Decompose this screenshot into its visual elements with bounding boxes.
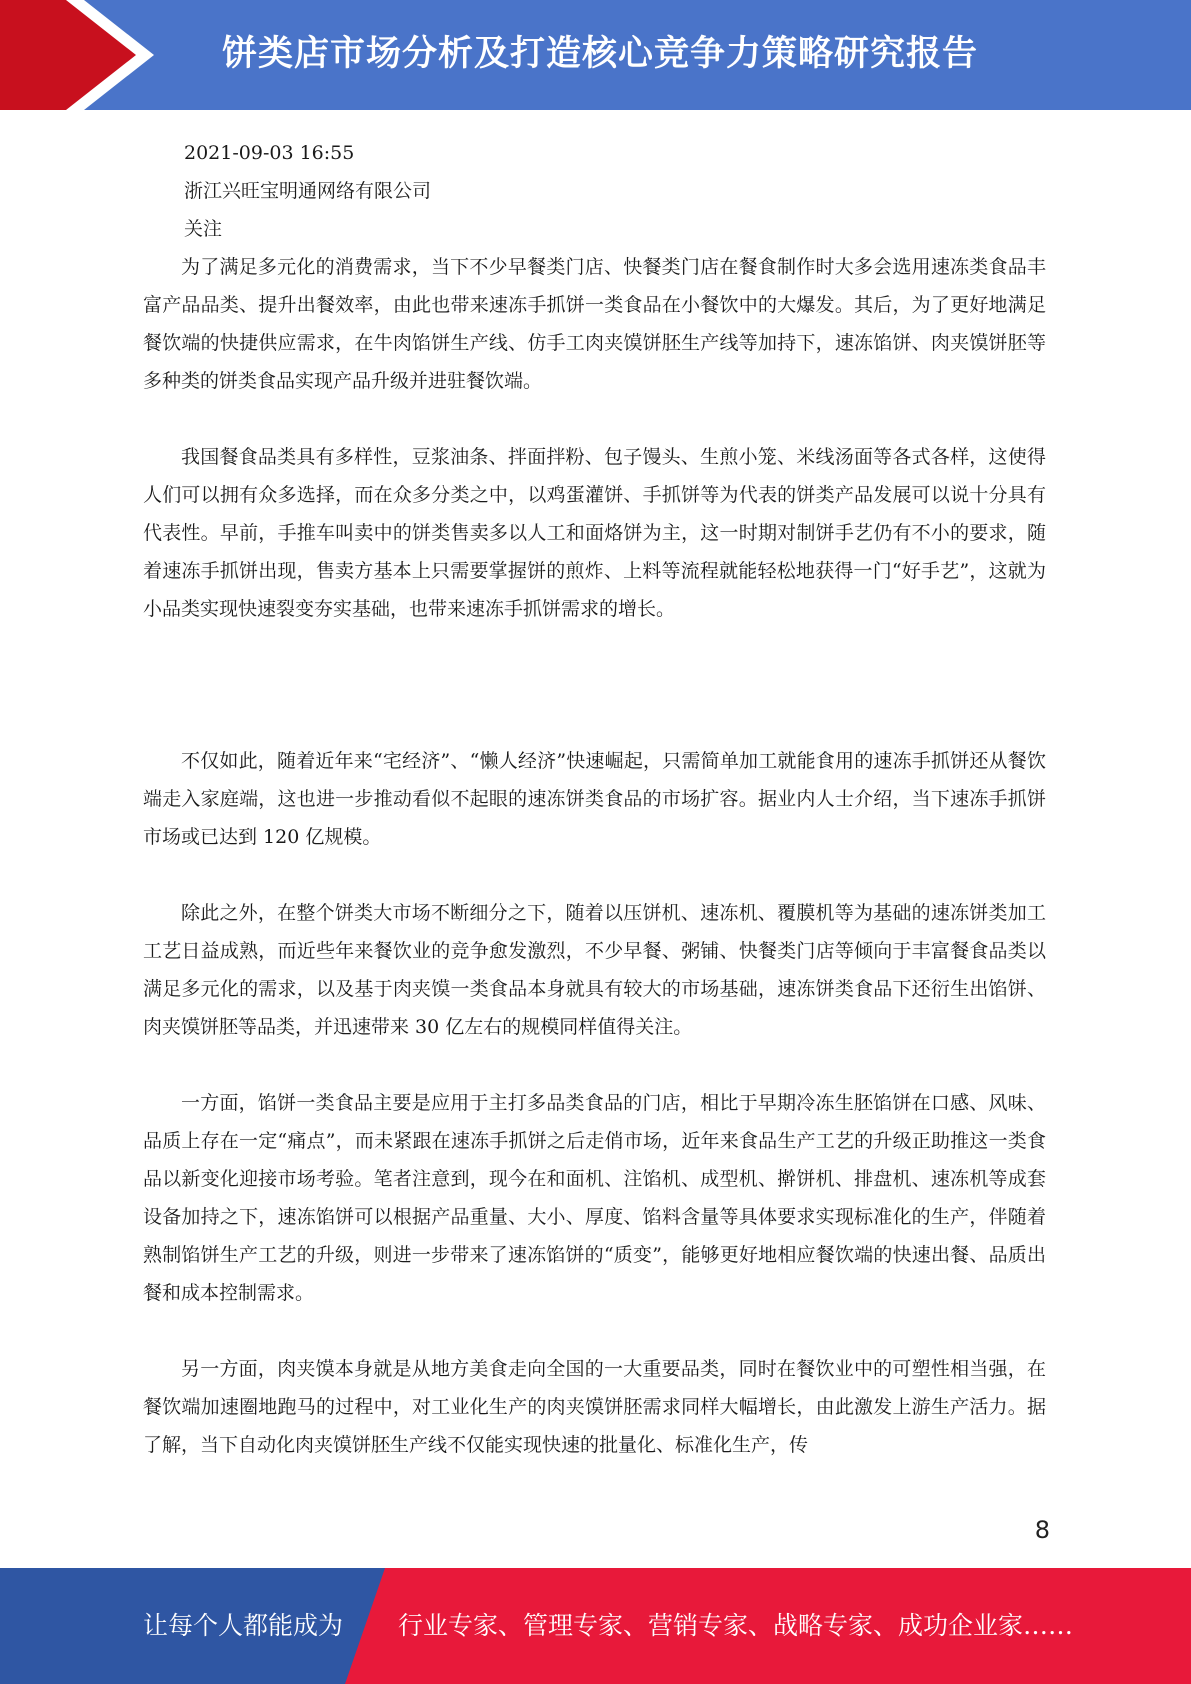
follow-link[interactable]: 关注 [184,218,223,240]
author-name: 浙江兴旺宝明通网络有限公司 [184,180,432,202]
article-body [143,134,1046,1464]
paragraph: 另一方面，肉夹馍本身就是从地方美食走向全国的一大重要品类，同时在餐饮业中的可塑性相当强，在餐饮端加速圈地跑马的过程中，对工业化生产的肉夹馍饼胚需求同样大幅增长，由此激发上游生产活力。据了解，当下自动化肉夹馍饼胚生产线不仅能实现快速的批量化、标准化生产，传 [143,1358,1046,1456]
footer-banner [0,1568,1191,1684]
paragraph-spacer [143,856,1046,894]
paragraph-spacer [143,1312,1046,1350]
paragraph: 我国餐食品类具有多样性，豆浆油条、拌面拌粉、包子馒头、生煎小笼、米线汤面等各式各样，这使得人们可以拥有众多选择，而在众多分类之中，以鸡蛋灌饼、手抓饼等为代表的饼类产品发展可以说十分具有代表性。早前，手推车叫卖中的饼类售卖多以人工和面烙饼为主，这一时期对制饼手艺仍有不小的要求，随着速冻手抓饼出现，售卖方基本上只需要掌握饼的煎炸、上料等流程就能轻松地获得一门“好手艺”，这就为小品类实现快速裂变夯实基础，也带来速冻手抓饼需求的增长。 [143,446,1046,620]
paragraph: 不仅如此，随着近年来“宅经济”、“懒人经济”快速崛起，只需简单加工就能食用的速冻手抓饼还从餐饮端走入家庭端，这也进一步推动看似不起眼的速冻饼类食品的市场扩容。据业内人士介绍，当下速冻手抓饼市场或已达到 120 亿规模。 [143,750,1046,848]
footer-slogan-right: 行业专家、管理专家、营销专家、战略专家、成功企业家…… [398,1611,1074,1640]
paragraph: 一方面，馅饼一类食品主要是应用于主打多品类食品的门店，相比于早期冷冻生胚馅饼在口感、风味、品质上存在一定“痛点”，而未紧跟在速冻手抓饼之后走俏市场，近年来食品生产工艺的升级正助推这一类食品以新变化迎接市场考验。笔者注意到，现今在和面机、注馅机、成型机、擀饼机、排盘机、速冻机等成套设备加持之下，速冻馅饼可以根据产品重量、大小、厚度、馅料含量等具体要求实现标准化的生产，伴随着熟制馅饼生产工艺的升级，则进一步带来了速冻馅饼的“质变”，能够更好地相应餐饮端的快速出餐、品质出餐和成本控制需求。 [143,1092,1046,1304]
paragraph-spacer [143,1046,1046,1084]
header-banner [0,0,1191,110]
paragraph: 除此之外，在整个饼类大市场不断细分之下，随着以压饼机、速冻机、覆膜机等为基础的速冻饼类加工工艺日益成熟，而近些年来餐饮业的竞争愈发激烈，不少早餐、粥铺、快餐类门店等倾向于丰富餐食品类以满足多元化的需求，以及基于肉夹馍一类食品本身就具有较大的市场基础，速冻饼类食品下还衍生出馅饼、肉夹馍饼胚等品类，并迅速带来 30 亿左右的规模同样值得关注。 [143,902,1046,1038]
paragraph: 为了满足多元化的消费需求，当下不少早餐类门店、快餐类门店在餐食制作时大多会选用速冻类食品丰富产品品类、提升出餐效率，由此也带来速冻手抓饼一类食品在小餐饮中的大爆发。其后，为了更好地满足餐饮端的快捷供应需求，在牛肉馅饼生产线、仿手工肉夹馍饼胚生产线等加持下，速冻馅饼、肉夹馍饼胚等多种类的饼类食品实现产品升级并进驻餐饮端。 [143,256,1046,392]
page-number: 8 [1034,1516,1050,1544]
paragraph-spacer [143,400,1046,438]
paragraph-spacer [143,628,1046,742]
footer-slogan-left: 让每个人都能成为 [143,1611,344,1640]
publish-datetime: 2021-09-03 16:55 [184,142,355,164]
report-title: 饼类店市场分析及打造核心竞争力策略研究报告 [222,34,979,74]
